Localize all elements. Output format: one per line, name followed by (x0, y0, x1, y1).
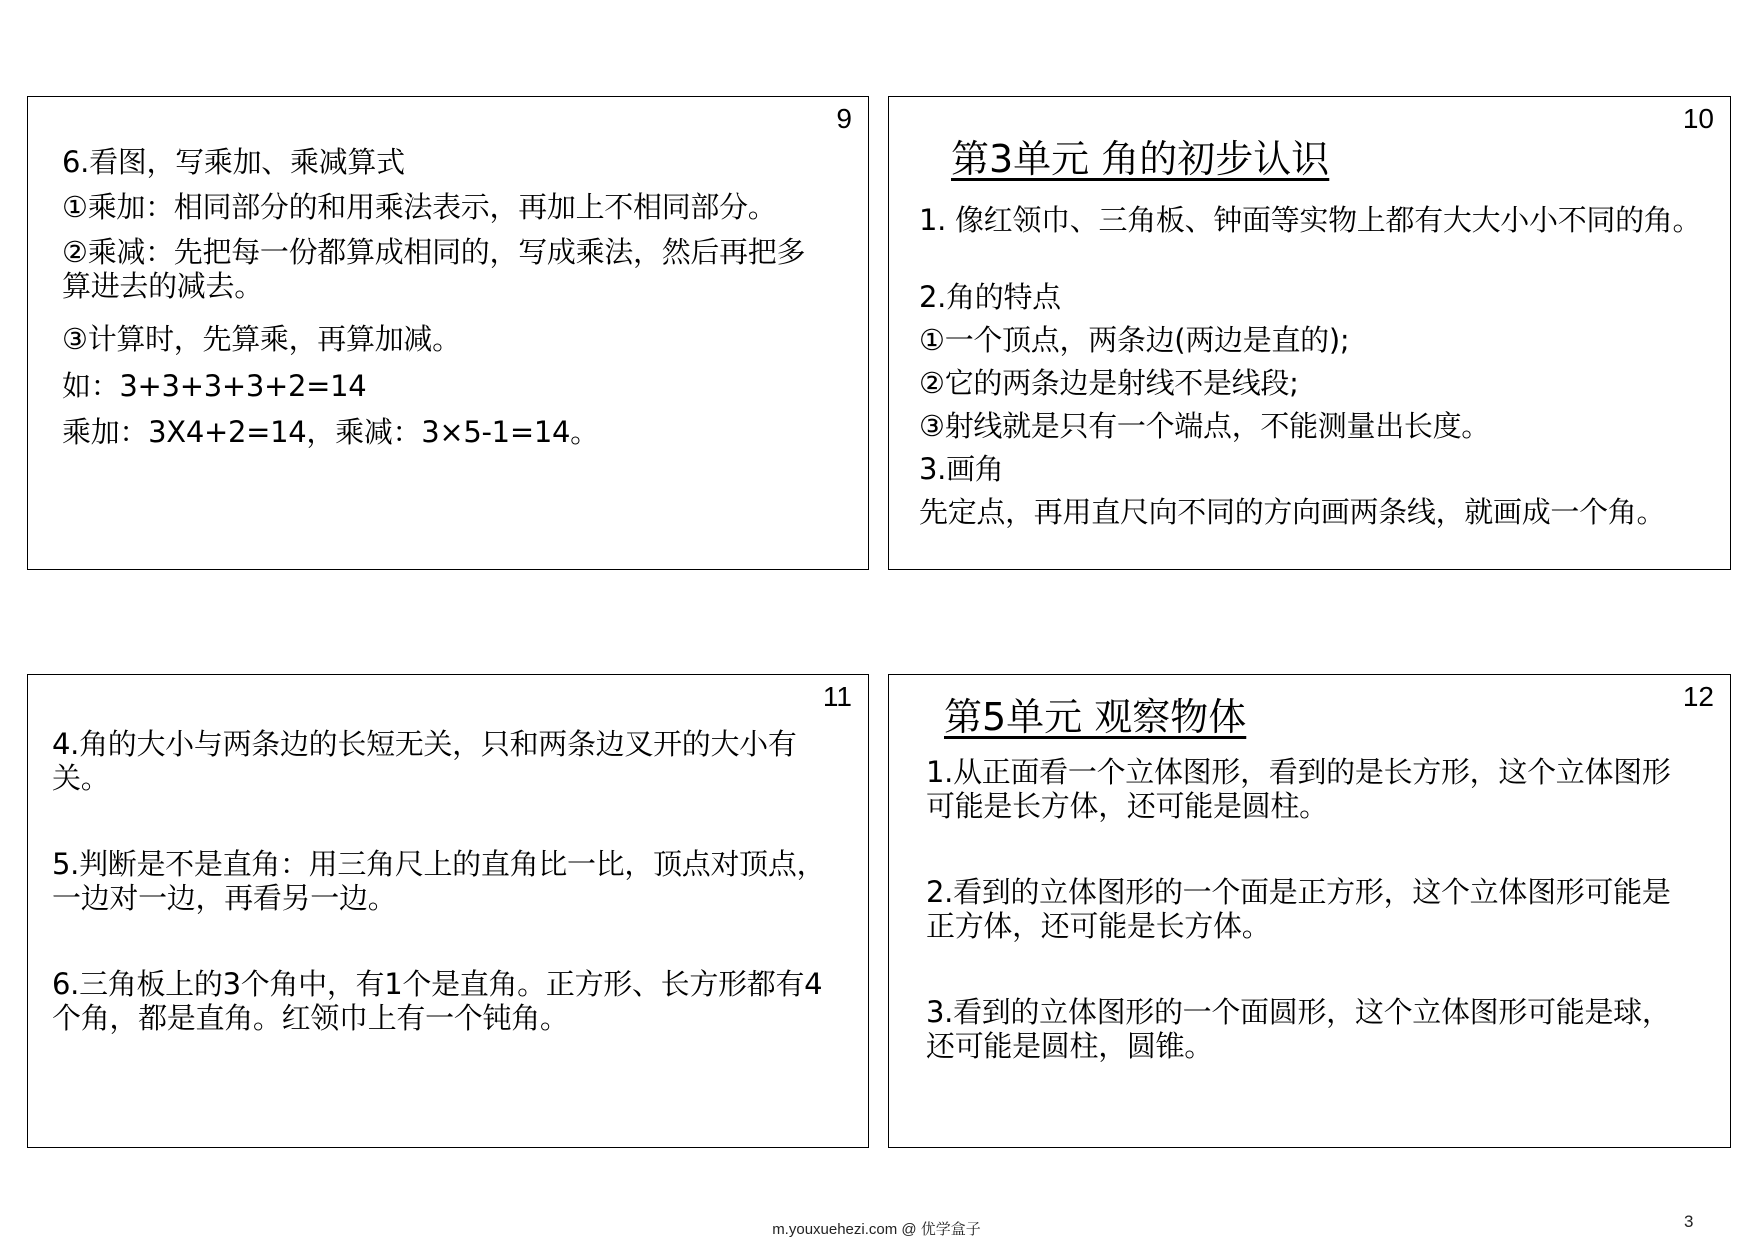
slide-line: 1. 像红领巾、三角板、钟面等实物上都有大大小小不同的角。 (919, 203, 1702, 237)
slide-9 (27, 96, 869, 570)
slide-line: ①一个顶点，两条边(两边是直的); (919, 323, 1350, 357)
slide-line: ③射线就是只有一个端点，不能测量出长度。 (919, 409, 1490, 443)
slide-line: 5.判断是不是直角：用三角尺上的直角比一比，顶点对顶点，一边对一边，再看另一边。 (52, 847, 826, 915)
footer-source: m.youxuehezi.com @ 优学盒子 (772, 1221, 981, 1238)
slide-line: 2.看到的立体图形的一个面是正方形，这个立体图形可能是正方体，还可能是长方体。 (926, 875, 1671, 943)
slide-line: ②它的两条边是射线不是线段; (919, 366, 1299, 400)
slide-line: 6.看图，写乘加、乘减算式 (62, 145, 405, 179)
slide-line: 6.三角板上的3个角中，有1个是直角。正方形、长方形都有4个角，都是直角。红领巾上有一个钝角。 (52, 967, 823, 1035)
unit-title: 第3单元 角的初步认识 (951, 137, 1330, 181)
slide-line: 如：3+3+3+3+2=14 (62, 369, 367, 403)
slide-number: 12 (1682, 681, 1714, 712)
slide-10 (888, 96, 1731, 570)
slide-line: ②乘减：先把每一份都算成相同的，写成乘法，然后再把多算进去的减去。 (62, 235, 806, 303)
slide-number: 10 (1682, 103, 1714, 134)
slide-line: 3.画角 (919, 452, 1004, 486)
slide-number: 11 (822, 681, 852, 712)
slide-line: 先定点，再用直尺向不同的方向画两条线，就画成一个角。 (919, 495, 1666, 529)
page-number: 3 (1684, 1212, 1694, 1231)
slide-line: 3.看到的立体图形的一个面圆形，这个立体图形可能是球，还可能是圆柱，圆锥。 (926, 995, 1671, 1063)
slide-line: 4.角的大小与两条边的长短无关，只和两条边叉开的大小有关。 (52, 727, 797, 795)
slide-line: 1.从正面看一个立体图形，看到的是长方形，这个立体图形可能是长方体，还可能是圆柱。 (926, 755, 1671, 823)
slide-line: 乘加：3X4+2=14，乘减：3×5-1=14。 (62, 415, 599, 449)
unit-title: 第5单元 观察物体 (944, 695, 1247, 739)
slide-11 (27, 674, 869, 1148)
slide-number: 9 (836, 103, 852, 134)
slide-line: ③计算时，先算乘，再算加减。 (62, 322, 461, 356)
slide-line: 2.角的特点 (919, 280, 1061, 314)
slide-line: ①乘加：相同部分的和用乘法表示，再加上不相同部分。 (62, 190, 777, 224)
slide-12 (888, 674, 1731, 1148)
